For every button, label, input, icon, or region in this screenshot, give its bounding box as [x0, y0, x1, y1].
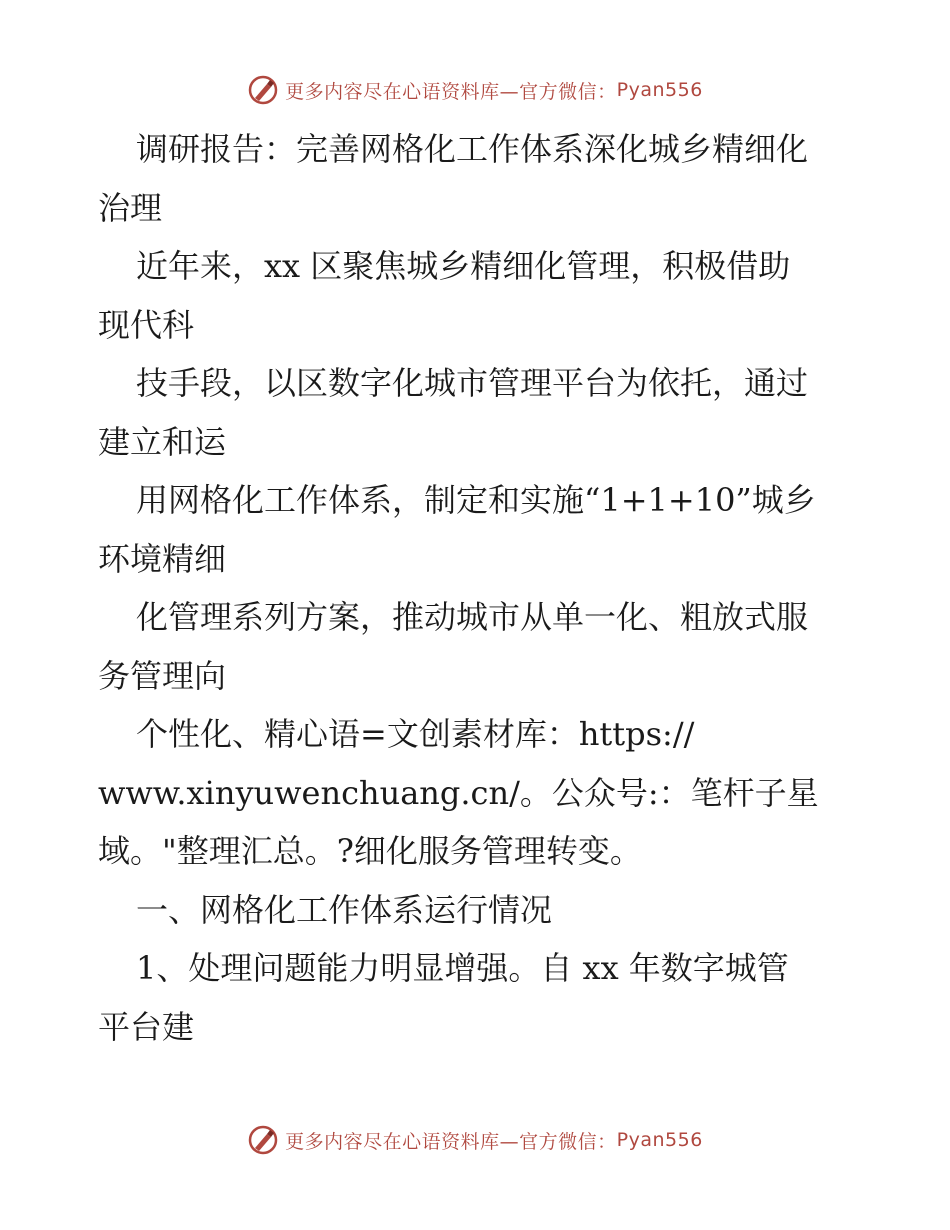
- text-line: 环境精细: [98, 539, 227, 578]
- red-pen-logo-icon: [247, 74, 279, 106]
- text-line: 技手段，以区数字化城市管理平台为依托，通过: [136, 364, 809, 402]
- text-line: 域。"整理汇总。?细化服务管理转变。: [98, 832, 642, 870]
- text-line: 近年来，xx 区聚焦城乡精细化管理，积极借助: [136, 247, 791, 285]
- watermark-account: Pyan556: [616, 79, 703, 101]
- text-line: 1、处理问题能力明显增强。自 xx 年数字城管: [136, 949, 789, 987]
- text-line: 个性化、精心语=文创素材库：https://: [136, 715, 695, 753]
- text-line: 调研报告：完善网格化工作体系深化城乡精细化: [136, 130, 809, 168]
- watermark-text: 更多内容尽在心语资料库—官方微信：: [285, 1130, 617, 1153]
- text-line: www.xinyuwenchuang.cn/。公众号:：笔杆子星: [98, 773, 819, 812]
- text-line: 建立和运: [98, 422, 227, 461]
- watermark-text: 更多内容尽在心语资料库—官方微信：: [285, 80, 617, 103]
- document-body: [98, 120, 858, 1056]
- text-line: 现代科: [98, 305, 195, 344]
- header-watermark: [0, 70, 950, 110]
- footer-watermark: [0, 1120, 950, 1160]
- text-line: 治理: [98, 188, 163, 227]
- text-line: 用网格化工作体系，制定和实施“1+1+10”城乡: [136, 481, 816, 519]
- text-line: 化管理系列方案，推动城市从单一化、粗放式服: [136, 598, 809, 636]
- text-line: 一、网格化工作体系运行情况: [136, 890, 553, 929]
- watermark-account: Pyan556: [616, 1129, 703, 1151]
- red-pen-logo-icon: [247, 1124, 279, 1156]
- text-line: 务管理向: [98, 656, 227, 695]
- text-line: 平台建: [98, 1007, 195, 1046]
